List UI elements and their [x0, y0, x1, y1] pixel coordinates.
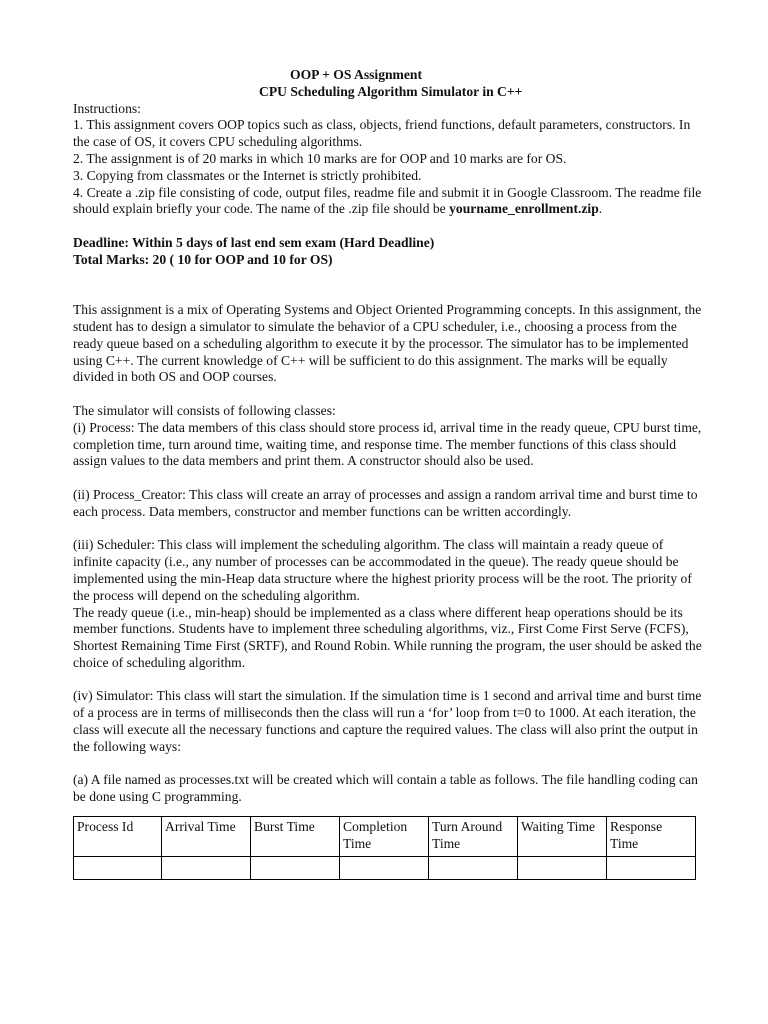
instruction-item-1: 1. This assignment covers OOP topics such as class, objects, friend functions, default parameters, constructors. In the case of OS, it covers CPU scheduling algorithms. — [73, 117, 691, 150]
class-scheduler: (iii) Scheduler: This class will implement the scheduling algorithm. The class will maintain a ready queue of infinite capacity (i.e., any number of processes can be accommodated in the queue). The ready queue should be implemented using the min-Heap data structure where the highest priority process will be the root. The priority of the process will depend on the scheduling algorithm. — [73, 537, 692, 603]
table-cell — [607, 857, 696, 880]
classes-heading: The simulator will consists of following classes: — [73, 402, 336, 418]
class-process: (i) Process: The data members of this class should store process id, arrival time in the ready queue, CPU burst time, completion time, turn around time, waiting time, and response time. The member functions of this class should assign values to the data members and print them. A constructor should also be used. — [73, 419, 702, 469]
doc-subtitle: CPU Scheduling Algorithm Simulator in C++ — [259, 83, 523, 99]
table-header-cell: Arrival Time — [162, 817, 251, 857]
table-cell — [518, 857, 607, 880]
instructions-heading: Instructions: — [73, 100, 141, 116]
table-header-row — [74, 817, 696, 857]
instruction-item-3: 3. Copying from classmates or the Internet is strictly prohibited. — [73, 167, 422, 183]
total-marks: Total Marks: 20 ( 10 for OOP and 10 for OS) — [73, 251, 333, 267]
instruction-item-2: 2. The assignment is of 20 marks in which 10 marks are for OOP and 10 marks are for OS. — [73, 150, 567, 166]
instruction-item-4 — [73, 185, 703, 219]
table-header-cell: Turn Around Time — [429, 817, 518, 857]
table-row — [74, 857, 696, 880]
table-header-cell: Waiting Time — [518, 817, 607, 857]
table-header-cell: Completion Time — [340, 817, 429, 857]
instruction-item-4-text: 4. Create a .zip file consisting of code, output files, readme file and submit it in Google Classroom. The readme file should explain briefly your code. The name of the .zip file should be — [73, 184, 702, 217]
zip-file-name: yourname_enrollment.zip — [449, 201, 599, 217]
document-page — [73, 67, 703, 880]
intro-paragraph: This assignment is a mix of Operating Systems and Object Oriented Programming concepts. In this assignment, the student has to design a simulator to simulate the behavior of a CPU scheduler, i.e., choosing a process from the ready queue based on a scheduling algorithm to execute it by the processor. The simulator has to be implemented using C++. The current knowledge of C++ will be sufficient to do this assignment. The marks will be equally divided in both OS and OOP courses. — [73, 302, 702, 385]
class-process-creator: (ii) Process_Creator: This class will create an array of processes and assign a random arrival time and burst time to each process. Data members, constructor and member functions can be written accordingly. — [73, 486, 698, 519]
class-simulator: (iv) Simulator: This class will start the simulation. If the simulation time is 1 second and arrival time and burst time of a process are in terms of milliseconds then the class will run a ‘for’ loop from t=0 to 1000. At each iteration, the class will execute all the necessary functions and capture the required values. The class will also print the output in the following ways: — [73, 688, 702, 754]
table-cell — [251, 857, 340, 880]
zip-suffix: . — [598, 201, 603, 217]
table-cell — [162, 857, 251, 880]
table-header-cell: Process Id — [74, 817, 162, 857]
output-file-description: (a) A file named as processes.txt will be created which will contain a table as follows. The file handling coding can be done using C programming. — [73, 772, 698, 805]
table-cell — [74, 857, 162, 880]
deadline: Deadline: Within 5 days of last end sem exam (Hard Deadline) — [73, 234, 435, 250]
table-header-cell: Burst Time — [251, 817, 340, 857]
processes-table — [73, 816, 696, 880]
class-scheduler-heap: The ready queue (i.e., min-heap) should be implemented as a class where different heap operations should be its member functions. Students have to implement three scheduling algorithms, viz., First Come First Serve (FCFS), Shortest Remaining Time First (SRTF), and Round Robin. While running the program, the user should be asked the choice of scheduling algorithm. — [73, 604, 702, 670]
doc-title: OOP + OS Assignment — [290, 67, 423, 82]
table-cell — [340, 857, 429, 880]
table-cell — [429, 857, 518, 880]
table-header-cell: Response Time — [607, 817, 696, 857]
